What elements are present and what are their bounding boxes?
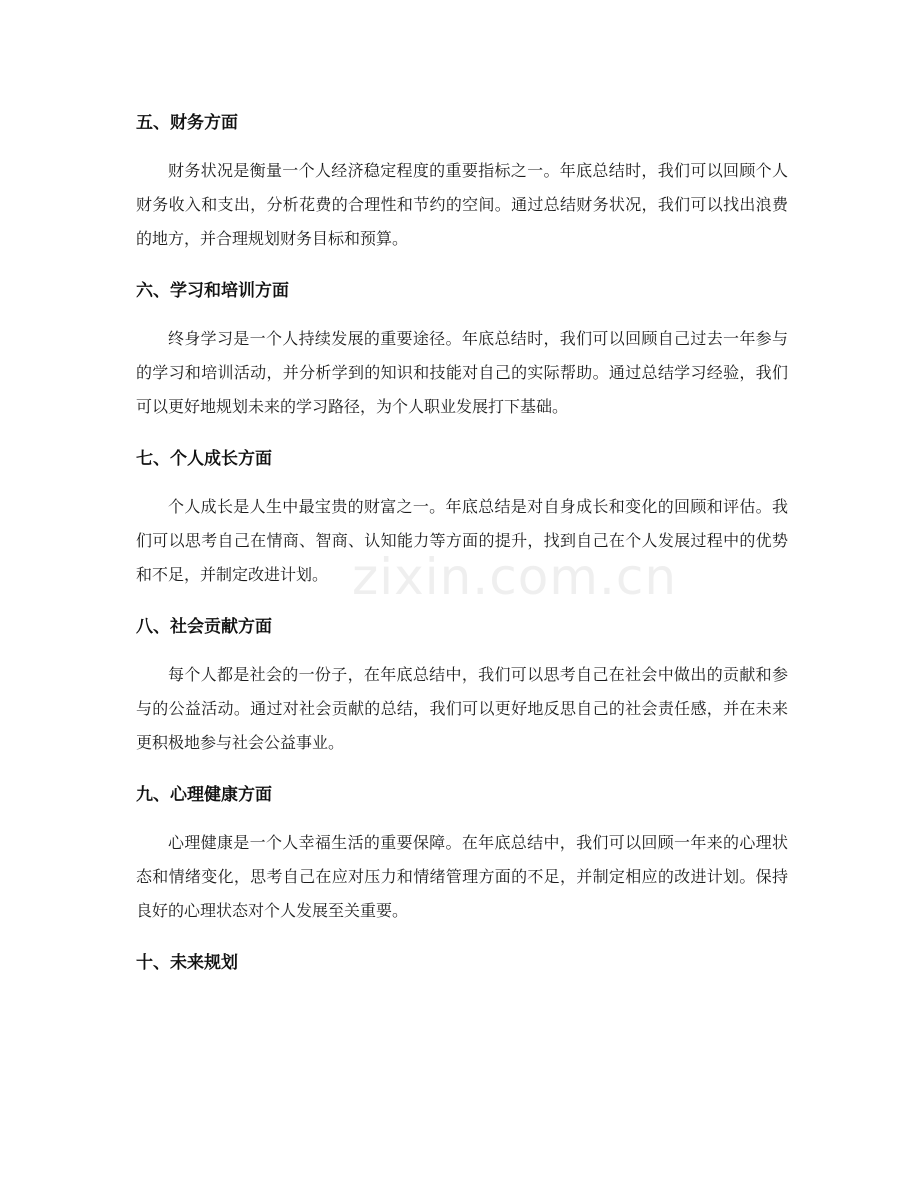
section-heading: 十、未来规划: [136, 953, 238, 973]
section-paragraph: 每个人都是社会的一份子，在年底总结中，我们可以思考自己在社会中做出的贡献和参与的公益活动。通过对社会贡献的总结，我们可以更好地反思自己的社会责任感，并在未来更积极地参与社会公益事业。: [136, 665, 788, 752]
section-social: [136, 610, 788, 760]
section-learning: [136, 274, 788, 424]
section-future-plan: [136, 946, 788, 980]
section-paragraph: 个人成长是人生中最宝贵的财富之一。年底总结是对自身成长和变化的回顾和评估。我们可以思考自己在情商、智商、认知能力等方面的提升，找到自己在个人发展过程中的优势和不足，并制定改进计划。: [136, 497, 788, 584]
section-heading: 七、个人成长方面: [136, 449, 272, 469]
watermark: zixin.com.cn: [352, 548, 678, 606]
section-paragraph: 财务状况是衡量一个人经济稳定程度的重要指标之一。年底总结时，我们可以回顾个人财务收入和支出，分析花费的合理性和节约的空间。通过总结财务状况，我们可以找出浪费的地方，并合理规划财务目标和预算。: [136, 161, 788, 248]
section-heading: 五、财务方面: [136, 113, 238, 133]
section-heading: 八、社会贡献方面: [136, 617, 272, 637]
section-paragraph: 终身学习是一个人持续发展的重要途径。年底总结时，我们可以回顾自己过去一年参与的学习和培训活动，并分析学到的知识和技能对自己的实际帮助。通过总结学习经验，我们可以更好地规划未来的学习路径，为个人职业发展打下基础。: [136, 329, 788, 416]
section-heading: 六、学习和培训方面: [136, 281, 289, 301]
section-finance: [136, 106, 788, 256]
section-paragraph: 心理健康是一个人幸福生活的重要保障。在年底总结中，我们可以回顾一年来的心理状态和情绪变化，思考自己在应对压力和情绪管理方面的不足，并制定相应的改进计划。保持良好的心理状态对个人发展至关重要。: [136, 833, 788, 920]
section-mental-health: [136, 778, 788, 928]
section-growth: [136, 442, 788, 592]
section-heading: 九、心理健康方面: [136, 785, 272, 805]
